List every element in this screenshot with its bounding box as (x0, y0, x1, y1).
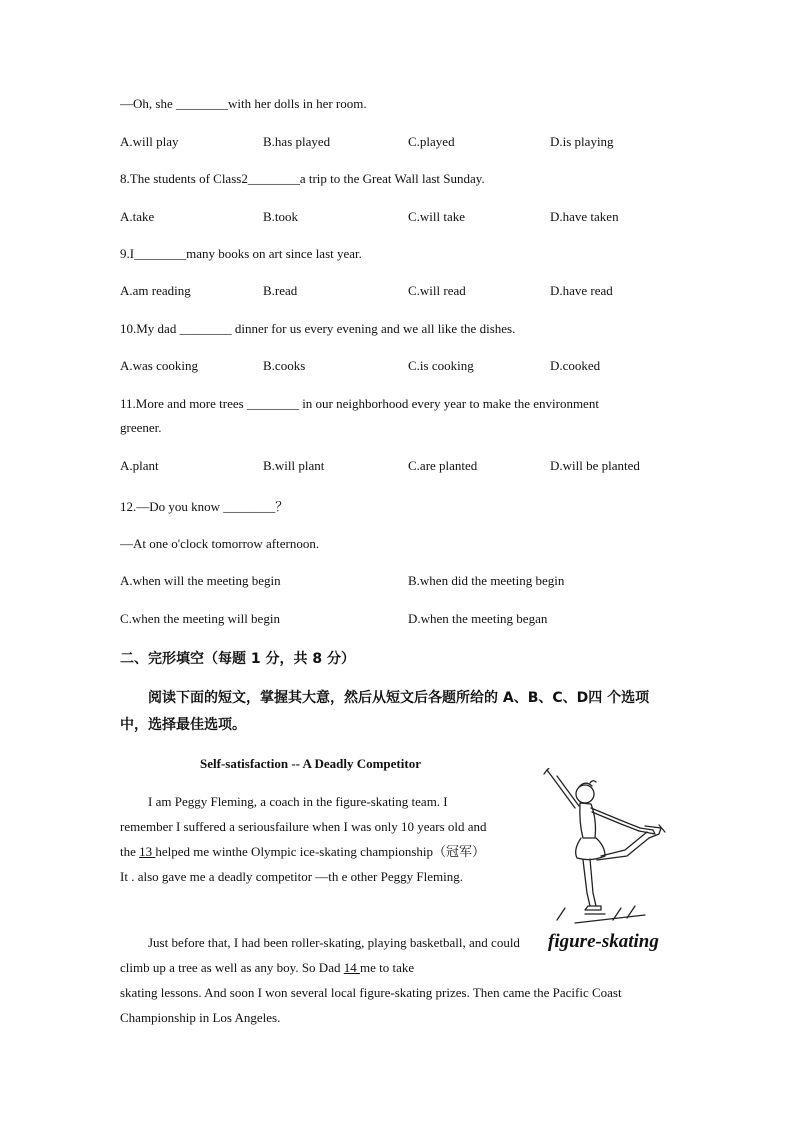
q7-stem: —Oh, she ________with her dolls in her room. (120, 96, 367, 111)
image-caption: figure-skating (548, 931, 659, 952)
q7-option-d: D.is playing (550, 134, 614, 149)
blank-14: 14 (343, 960, 360, 975)
passage-paragraph-2-continued: skating lessons. And soon I won several local figure-skating prizes. Then came the Pacific Coast Championship in Los Angeles. (120, 985, 622, 1025)
blank-13: 13 (139, 844, 156, 859)
q11-option-d: D.will be planted (550, 458, 640, 473)
q12-option-b: B.when did the meeting begin (408, 573, 565, 588)
q12-answer-line: —At one o'clock tomorrow afternoon. (120, 536, 320, 551)
q12-option-a: A.when will the meeting begin (120, 573, 281, 588)
q9-option-a: A.am reading (120, 283, 191, 298)
q11-option-b: B.will plant (263, 458, 325, 473)
passage-paragraph-2 (120, 930, 520, 980)
q8-stem: 8.The students of Class2________a trip to the Great Wall last Sunday. (120, 171, 485, 186)
q10-option-c: C.is cooking (408, 358, 474, 373)
q9-option-d: D.have read (550, 283, 613, 298)
figure-skater-illustration (535, 768, 670, 928)
paragraph-1-text-a: I am Peggy Fleming, a coach in the figure-skating team. I remember I suffered a seriousfailure when I was only 10 years old and the (120, 794, 487, 859)
q9-option-c: C.will read (408, 283, 466, 298)
q7-option-c: C.played (408, 134, 455, 149)
q11-option-a: A.plant (120, 458, 159, 473)
q10-option-b: B.cooks (263, 358, 306, 373)
passage-paragraph-1 (120, 789, 492, 889)
q10-option-a: A.was cooking (120, 358, 198, 373)
q12-option-c: C.when the meeting will begin (120, 611, 280, 626)
paragraph-1-text-b: helped me winthe Olympic ice-skating championship（冠军）It . also gave me a deadly competitor —th e other Peggy Fleming. (120, 844, 486, 884)
q8-option-d: D.have taken (550, 209, 619, 224)
q9-option-b: B.read (263, 283, 298, 298)
q11-stem-line2: greener. (120, 420, 162, 435)
passage-title: Self-satisfaction -- A Deadly Competitor (200, 756, 421, 771)
q8-option-b: B.took (263, 209, 299, 224)
q10-option-d: D.cooked (550, 358, 601, 373)
q7-option-a: A.will play (120, 134, 179, 149)
q10-stem: 10.My dad ________ dinner for us every evening and we all like the dishes. (120, 321, 516, 336)
q8-option-a: A.take (120, 209, 155, 224)
q11-option-c: C.are planted (408, 458, 478, 473)
q9-stem: 9.I________many books on art since last year. (120, 246, 362, 261)
paragraph-2-text-a: Just before that, I had been roller-skating, playing basketball, and could climb up a tree as well as any boy. So Dad (120, 935, 520, 975)
paragraph-2-text-b: me to take (359, 960, 415, 975)
section-instruction: 阅读下面的短文，掌握其大意，然后从短文后各题所给的 A、B、C、D四 个选项中，选择最佳选项。 (120, 690, 650, 733)
q8-option-c: C.will take (408, 209, 466, 224)
q12-stem: 12.—Do you know ________？ (120, 499, 289, 514)
q11-stem-line1: 11.More and more trees ________ in our neighborhood every year to make the environment (120, 396, 599, 411)
section-heading: 二、完形填空（每题 1 分，共 8 分） (120, 651, 355, 667)
q12-option-d: D.when the meeting began (408, 611, 548, 626)
q7-option-b: B.has played (263, 134, 331, 149)
